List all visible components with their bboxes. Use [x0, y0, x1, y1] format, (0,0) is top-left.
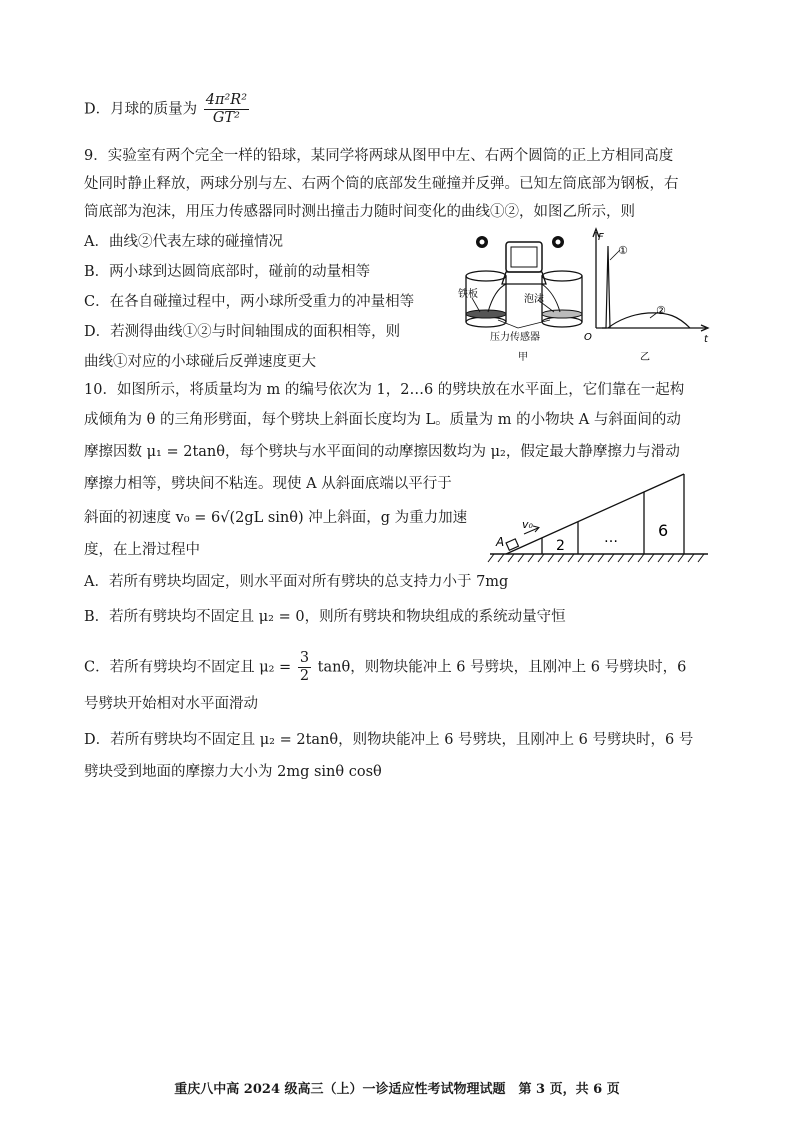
q9-figure-jia: [458, 228, 588, 368]
label-steel-plate: 铁板: [458, 289, 478, 300]
q10-option-d-line-1: D．若所有劈块均不固定且 μ₂ = 2tanθ，则物块能冲上 6 号劈块，且刚冲上 6 号劈块时，6 号: [84, 732, 694, 748]
label-block-6: 6: [658, 521, 669, 540]
label-foam: 泡沫: [524, 294, 544, 305]
q9-figure-yi: [578, 226, 712, 368]
label-pressure-sensor: 压力传感器: [490, 332, 540, 343]
q8-option-d-text: D．月球的质量为: [84, 101, 198, 118]
curve-label-1: ①: [618, 244, 628, 257]
q10-option-c-suffix: tanθ，则物块能冲上 6 号劈块，且刚冲上 6 号劈块时，6: [317, 659, 687, 676]
fraction-numerator: 3: [299, 650, 310, 666]
q10-option-a: A．若所有劈块均固定，则水平面对所有劈块的总支持力小于 7mg: [84, 574, 509, 590]
q9-option-b: B．两小球到达圆筒底部时，碰前的动量相等: [84, 264, 371, 280]
fraction-denominator: GT²: [212, 110, 240, 126]
q10-stem-line-2: 成倾角为 θ 的三角形劈面，每个劈块上斜面长度均为 L。质量为 m 的小物块 A 与斜面间的动: [84, 412, 681, 428]
page-footer: 重庆八中高 2024 级高三（上）一诊适应性考试物理试题 第 3 页，共 6 页: [174, 1082, 620, 1097]
curve-1: [602, 246, 610, 328]
q9-option-d-line-2: 曲线①对应的小球碰后反弹速度更大: [84, 354, 316, 370]
q8-option-d: [84, 92, 251, 127]
label-v0: v₀: [522, 518, 533, 531]
q10-stem-line-4: 摩擦力相等，劈块间不粘连。现使 A 从斜面底端以平行于: [84, 476, 452, 492]
q10-stem-line-6: 度，在上滑过程中: [84, 542, 200, 558]
fraction-numerator: 4π²R²: [205, 92, 248, 108]
right-cylinder: [542, 271, 582, 327]
q10-option-c-prefix: C．若所有劈块均不固定且 μ₂ =: [84, 659, 292, 676]
curve-label-2: ②: [656, 304, 666, 317]
q10-option-d-line-2: 劈块受到地面的摩擦力大小为 2mg sinθ cosθ: [84, 764, 382, 780]
label-block-dots: …: [604, 530, 618, 546]
q10-option-c-line-2: 号劈块开始相对水平面滑动: [84, 696, 258, 712]
q9-option-c: C．在各自碰撞过程中，两小球所受重力的冲量相等: [84, 294, 415, 310]
label-block-a: A: [496, 535, 505, 549]
q9-stem-line-1: 9．实验室有两个完全一样的铅球，某同学将两球从图甲中左、右两个圆筒的正上方相同高度: [84, 148, 674, 164]
q10-stem-line-5: 斜面的初速度 v₀ = 6√(2gL sinθ) 冲上斜面，g 为重力加速: [84, 510, 468, 526]
curve-2: [608, 313, 690, 328]
q10-option-b: B．若所有劈块均不固定且 μ₂ = 0，则所有劈块和物块组成的系统动量守恒: [84, 609, 566, 625]
q9-option-d-line-1: D．若测得曲线①②与时间轴围成的面积相等，则: [84, 324, 401, 340]
q10-option-c-fraction: [298, 650, 311, 685]
label-block-2: 2: [556, 538, 565, 554]
q8-option-d-fraction: [204, 92, 249, 127]
fraction-denominator: 2: [299, 668, 310, 684]
q9-option-a: A．曲线②代表左球的碰撞情况: [84, 234, 283, 250]
axis-label-t: t: [704, 334, 708, 345]
q10-option-c-line-1: [84, 650, 686, 685]
figure-caption-jia: 甲: [518, 352, 528, 363]
figure-caption-yi: 乙: [640, 352, 650, 363]
q9-stem-line-2: 处同时静止释放，两球分别与左、右两个筒的底部发生碰撞并反弹。已知左筒底部为钢板，右: [84, 176, 679, 192]
incline-surface: [506, 474, 684, 554]
axis-label-f: F: [598, 232, 604, 243]
q10-stem-line-1: 10．如图所示，将质量均为 m 的编号依次为 1，2…6 的劈块放在水平面上，它们靠在一起构: [84, 382, 685, 398]
q10-stem-line-3: 摩擦因数 μ₁ = 2tanθ，每个劈块与水平面间的动摩擦因数均为 μ₂，假定最大静摩擦力与滑动: [84, 444, 680, 460]
origin-label: O: [584, 332, 592, 343]
q10-figure: [486, 470, 710, 570]
q9-stem-line-3: 筒底部为泡沫，用压力传感器同时测出撞击力随时间变化的曲线①②，如图乙所示，则: [84, 204, 635, 220]
